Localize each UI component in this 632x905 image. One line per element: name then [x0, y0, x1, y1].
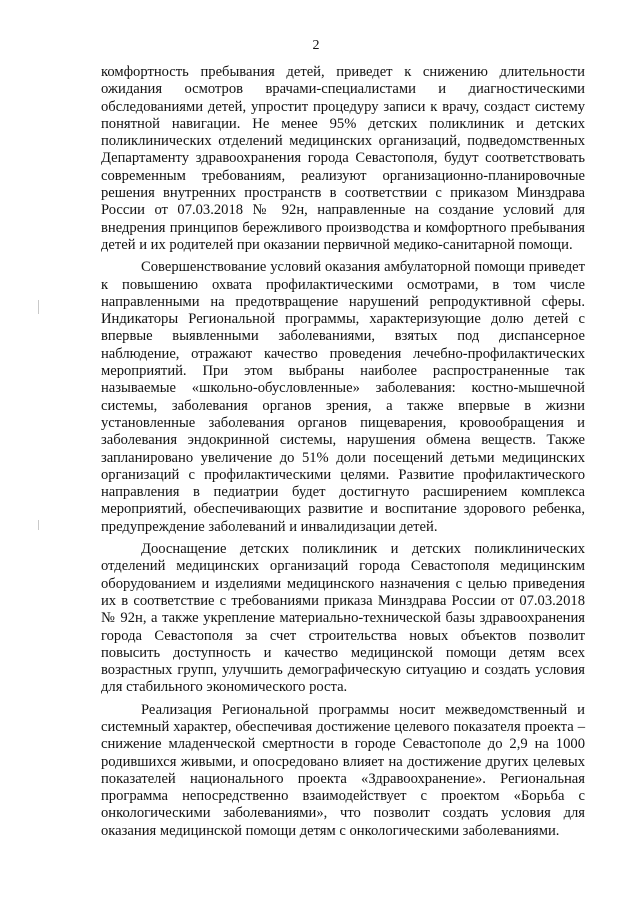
scan-mark	[38, 300, 39, 314]
scan-mark	[38, 520, 39, 530]
paragraph-1: комфортность пребывания детей, приведет к снижению длительности ожидания осмотров врачами-специалистами и диагностическими обследованиями детей, упростит процедуру записи к врачу, создаст систему понятной навигации. Не менее 95% детских поликлиник и детских поликлинических отделений медицинских организаций, подведомственных Департаменту здравоохранения города Севастополя, будут соответствовать современным требованиям, реализуют организационно-планировочные решения внутренних пространств в соответствии с приказом Минздрава России от 07.03.2018 № 92н, направленные на создание условий для внедрения принципов бережливого производства и комфортного пребывания детей и их родителей при оказании первичной медико-санитарной помощи.	[101, 64, 585, 253]
paragraph-3: Дооснащение детских поликлиник и детских поликлинических отделений медицинских организаций города Севастополя медицинским оборудованием и изделиями медицинского назначения с целью приведения их в соответствие с требованиями приказа Минздрава России от 07.03.2018 № 92н, а также укрепление материально-технической базы здравоохранения города Севастополя за счет строительства новых объектов позволит повысить доступность и качество медицинской помощи детям всех возрастных групп, улучшить демографическую ситуацию и создать условия для стабильного экономического роста.	[101, 541, 585, 696]
page-number: 2	[312, 38, 320, 53]
paragraph-2: Совершенствование условий оказания амбулаторной помощи приведет к повышению охвата профилактическими осмотрами, в том числе направленными на предотвращение нарушений репродуктивной сферы. Индикаторы Региональной программы, характеризующие долю детей с впервые выявленными заболеваниями, взятых под диспансерное наблюдение, отражают качество проведения лечебно-профилактических мероприятий. При этом выбраны наиболее распространенные так называемые «школьно-обусловленные» заболевания: костно-мышечной системы, заболевания органов зрения, а также впервые в жизни установленные заболевания органов пищеварения, кровообращения и заболевания эндокринной системы, нарушения обмена веществ. Также запланировано увеличение до 51% доли посещений детьми медицинских организаций с профилактическими целями. Развитие профилактического направления в педиатрии будет достигнуто расширением комплекса мероприятий, обеспечивающих развитие и воспитание здорового ребенка, предупреждение заболеваний и инвалидизации детей.	[101, 259, 585, 535]
document-body	[101, 64, 585, 840]
paragraph-4: Реализация Региональной программы носит межведомственный и системный характер, обеспечивая достижение целевого показателя проекта – снижение младенческой смертности в городе Севастополе до 2,9 на 1000 родившихся живыми, и опосредовано влияет на достижение других целевых показателей национального проекта «Здравоохранение». Региональная программа непосредственно взаимодействует с проектом «Борьба с онкологическими заболеваниями», что позволит создать условия для оказания медицинской помощи детям с онкологическими заболеваниями.	[101, 701, 585, 839]
